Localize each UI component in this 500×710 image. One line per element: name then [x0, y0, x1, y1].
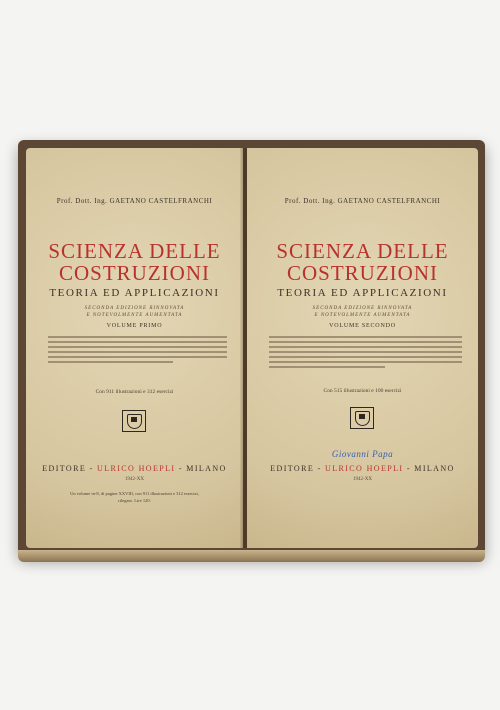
left-subtitle: TEORIA ED APPLICAZIONI: [49, 287, 220, 299]
left-edition-line2: E NOTEVOLMENTE AUMENTATA: [86, 313, 183, 318]
left-volume: VOLUME PRIMO: [106, 323, 163, 329]
right-volume: VOLUME SECONDO: [329, 323, 396, 329]
left-illustrations-note: Con 911 illustrazioni e 312 esercizi: [95, 389, 174, 395]
left-edition-line1: SECONDA EDIZIONE RINNOVATA: [84, 306, 185, 311]
right-title-line2: COSTRUZIONI: [287, 261, 438, 285]
handwritten-signature: Giovanni Papa: [331, 449, 394, 459]
left-footnote-line2: rilegato. Lire 120.: [118, 498, 151, 503]
left-contents-block: [48, 333, 227, 377]
left-publisher: [26, 464, 243, 473]
publisher-emblem-icon: [122, 410, 146, 432]
left-footnote-line1: Un volume in-8, di pagine XXVIII, con 911 illustrazioni e 312 esercizi,: [70, 491, 199, 496]
right-subtitle: TEORIA ED APPLICAZIONI: [277, 287, 448, 299]
right-year: 1942-XX: [353, 477, 372, 482]
left-publisher-editore: EDITORE -: [42, 464, 94, 473]
right-illustrations-note: Con 515 illustrazioni e 100 esercizi: [323, 388, 402, 394]
right-publisher-editore: EDITORE -: [270, 464, 322, 473]
right-title-page: [247, 148, 478, 548]
right-edition-line1: SECONDA EDIZIONE RINNOVATA: [312, 306, 413, 311]
left-publisher-name: ULRICO HOEPLI: [97, 464, 176, 473]
left-publisher-city: - MILANO: [178, 464, 227, 473]
right-publisher-city: - MILANO: [406, 464, 455, 473]
right-author: Prof. Dott. Ing. GAETANO CASTELFRANCHI: [284, 197, 441, 205]
right-publisher-name: ULRICO HOEPLI: [325, 464, 404, 473]
publisher-emblem-icon: [350, 407, 374, 429]
left-title-line1: SCIENZA DELLE: [48, 239, 221, 263]
right-contents-block: [269, 333, 462, 377]
right-title-line1: SCIENZA DELLE: [276, 239, 449, 263]
right-publisher: [247, 464, 478, 473]
left-year: 1942-XX: [125, 477, 144, 482]
left-title-page: [26, 148, 243, 548]
right-edition-line2: E NOTEVOLMENTE AUMENTATA: [314, 313, 411, 318]
left-author: Prof. Dott. Ing. GAETANO CASTELFRANCHI: [56, 197, 213, 205]
left-title-line2: COSTRUZIONI: [59, 261, 210, 285]
